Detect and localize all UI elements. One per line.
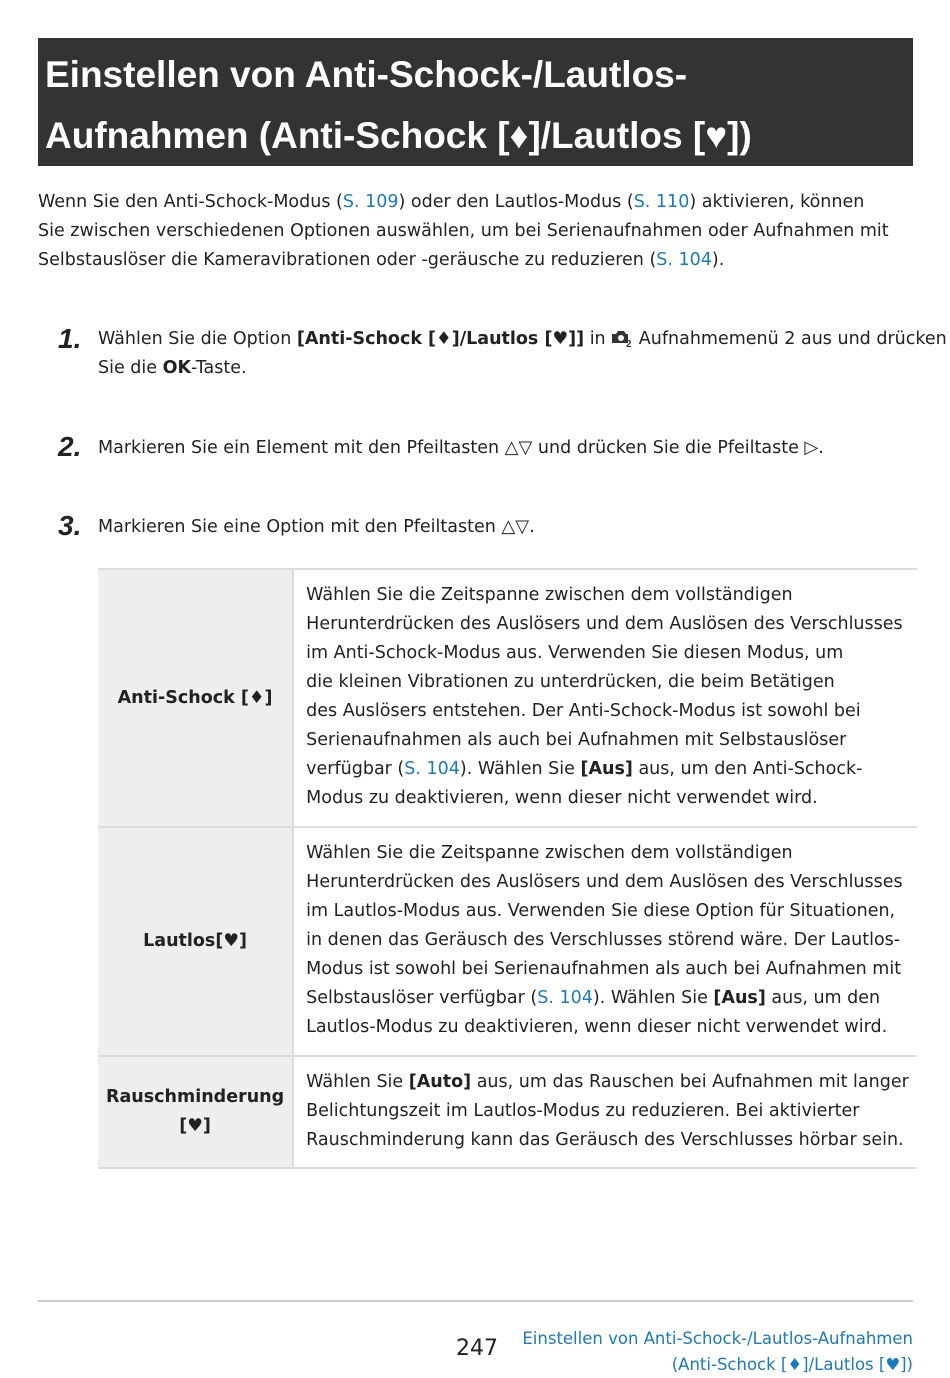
table-row [98,569,917,827]
page-number: 247 [456,1336,498,1361]
page-link-104[interactable]: S. 104 [404,759,460,779]
step-line [98,512,918,542]
desc-line: Belichtungszeit im Lautlos-Modus zu reduzieren. Bei aktivierter [306,1101,860,1121]
step-text-part: Wählen Sie die Option [98,329,297,349]
section-link-line[interactable]: (Anti-Schock [♦]/Lautlos [♥]) [671,1355,913,1374]
desc-text: ). Wählen Sie [459,759,581,779]
step-text-part: Markieren Sie eine Option mit den Pfeiltasten [98,517,502,537]
desc-text: aus, um den Anti-Schock- [632,759,863,779]
ok-button-label: OK [162,358,192,378]
option-label-noise-reduction [98,1056,293,1168]
table-row [98,1056,917,1168]
options-table [98,568,917,1169]
desc-line [306,984,909,1013]
desc-line: die kleinen Vibrationen zu unterdrücken, die beim Betätigen [306,672,835,692]
step-text-part: -Taste. [191,358,247,378]
step-text [98,325,947,383]
option-label-silent: Lautlos[♥] [98,827,293,1056]
desc-text: aus, um das Rauschen bei Aufnahmen mit langer [471,1072,909,1092]
intro-text: Selbstauslöser die Kameravibrationen oder -geräusche zu reduzieren ( [38,250,657,270]
step-text [98,433,918,463]
page-link-104[interactable]: S. 104 [656,250,712,270]
desc-line: im Anti-Schock-Modus aus. Verwenden Sie diesen Modus, um [306,643,844,663]
desc-line [306,755,909,784]
desc-line: Wählen Sie die Zeitspanne zwischen dem vollständigen [306,585,793,605]
desc-line: Herunterdrücken des Auslösers und dem Auslösen des Verschlusses [306,614,903,634]
option-description [293,569,917,827]
desc-text: aus, um den [765,988,881,1008]
step-text-part: und drücken Sie die Pfeiltaste [532,438,805,458]
intro-line-2: Sie zwischen verschiedenen Optionen auswählen, um bei Serienaufnahmen oder Aufnahmen mit [38,221,889,241]
setting-value: [Aus] [713,988,766,1008]
desc-text: ). Wählen Sie [592,988,714,1008]
footer-divider [38,1300,913,1302]
right-arrow-icon: ▷ [804,437,819,458]
option-description [293,827,917,1056]
page-link-110[interactable]: S. 110 [633,192,690,212]
intro-line-3 [38,246,908,275]
desc-line: Modus zu deaktivieren, wenn dieser nicht verwendet wird. [306,788,818,808]
step-text-part: Markieren Sie ein Element mit den Pfeiltasten [98,438,505,458]
desc-line: Lautlos-Modus zu deaktivieren, wenn dieser nicht verwendet wird. [306,1017,888,1037]
step-text-part: . [529,517,535,537]
up-down-arrows-icon: △▽ [504,437,533,458]
intro-paragraph [38,188,908,275]
intro-text: Wenn Sie den Anti-Schock-Modus ( [38,192,343,212]
step-line [98,354,918,383]
setting-value: [Auto] [408,1072,472,1092]
section-link-line[interactable]: Einstellen von Anti-Schock-/Lautlos-Aufnahmen [522,1329,913,1348]
title-line-1: Einstellen von Anti-Schock-/Lautlos- [45,54,688,95]
label-line: Rauschminderung [106,1087,285,1107]
camera-menu-2-icon [611,329,633,347]
intro-text: ). [711,250,725,270]
step-number: 1. [58,323,82,354]
table-row [98,827,917,1056]
setting-value: [Aus] [580,759,633,779]
desc-line: Modus ist sowohl bei Serienaufnahmen als auch bei Aufnahmen mit [306,959,902,979]
option-label-anti-shock: Anti-Schock [♦] [98,569,293,827]
intro-line-1 [38,188,908,217]
step-number: 3. [58,510,82,541]
page-link-104[interactable]: S. 104 [537,988,593,1008]
desc-text: Wählen Sie [306,1072,409,1092]
title-line-2: Aufnahmen (Anti-Schock [♦]/Lautlos [♥]) [45,115,752,156]
up-down-arrows-icon: △▽ [501,516,530,537]
desc-text: Selbstauslöser verfügbar ( [306,988,538,1008]
option-description [293,1056,917,1168]
section-link[interactable] [522,1326,913,1378]
desc-line: Serienaufnahmen als auch bei Aufnahmen mit Selbstauslöser [306,730,847,750]
desc-line: in denen das Geräusch des Verschlusses störend wäre. Der Lautlos- [306,930,901,950]
desc-line [306,1068,909,1097]
desc-line: Herunterdrücken des Auslösers und dem Auslösen des Verschlusses [306,872,903,892]
desc-line: Wählen Sie die Zeitspanne zwischen dem vollständigen [306,843,793,863]
step-text-part: in [584,329,612,349]
step-number: 2. [58,431,82,462]
menu-option-name: [Anti-Schock [♦]/Lautlos [♥]] [296,329,585,349]
step-text-part: Sie die [98,358,163,378]
page-title [38,38,913,166]
desc-line: im Lautlos-Modus aus. Verwenden Sie diese Option für Situationen, [306,901,896,921]
step-text-part: Aufnahmemenü 2 aus und drücken [633,329,947,349]
page-link-109[interactable]: S. 109 [342,192,399,212]
intro-text: ) oder den Lautlos-Modus ( [398,192,634,212]
step-line [98,433,918,463]
step-line [98,325,947,354]
desc-line: Rauschminderung kann das Geräusch des Verschlusses hörbar sein. [306,1130,904,1150]
intro-text: ) aktivieren, können [689,192,865,212]
label-line: [♥] [179,1116,211,1136]
svg-text:2: 2 [626,339,632,347]
step-text-part: . [818,438,824,458]
step-text [98,512,918,542]
desc-text: verfügbar ( [306,759,405,779]
desc-line: des Auslösers entstehen. Der Anti-Schock-Modus ist sowohl bei [306,701,861,721]
